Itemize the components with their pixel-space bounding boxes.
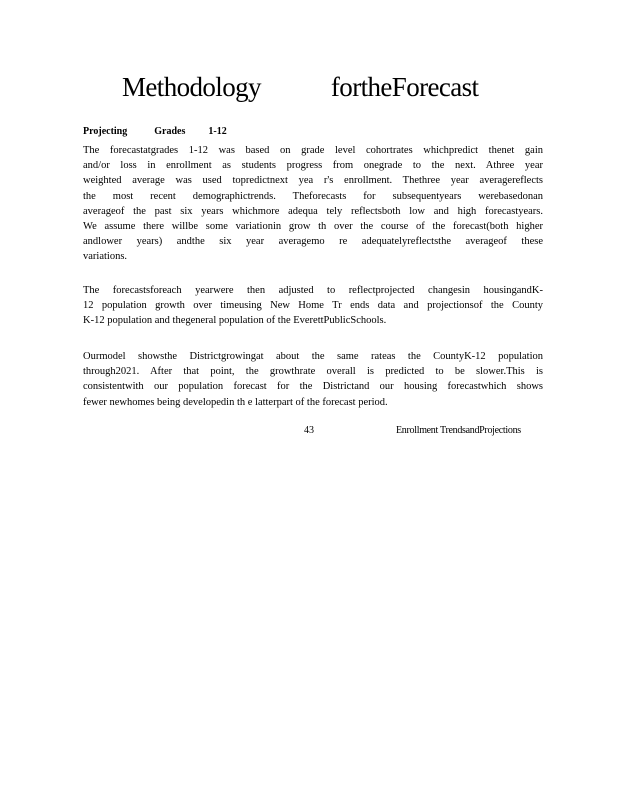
text-line: and/or loss in enrollment as students progress from onegrade to the next. Athree year [83, 160, 543, 172]
text-line: variations. [83, 251, 128, 263]
text-line: averageof the past six years whichmore adequa tely reflectsboth low and high forecastyears. [83, 205, 543, 217]
section-heading-word1: Projecting [83, 126, 128, 137]
text-line: fewer newhomes being developedin th e latterpart of the forecast period. [83, 396, 388, 408]
paragraph-model [83, 349, 543, 410]
page-title-part2: fortheForecast [330, 72, 479, 102]
section-heading [83, 126, 227, 137]
page-number: 43 [304, 425, 314, 436]
text-line: consistentwith our population forecast for the Districtand our housing forecastwhich shows [83, 381, 543, 393]
section-heading-word2: Grades [154, 126, 186, 137]
section-heading-word3: 1-12 [208, 126, 227, 137]
text-line: the most recent demographictrends. Theforecasts for subsequentyears werebasedonan [83, 190, 543, 202]
text-line: 12 population growth over timeusing New Home Tr ends data and projectionsof the County [83, 300, 543, 312]
text-line: The forecastsforeach yearwere then adjusted to reflectprojected changesin housingandK- [83, 285, 543, 296]
text-line: through2021. After that point, the growthrate overall is predicted to be slower.This is [83, 366, 543, 378]
text-line: weighted average was used topredictnext yea r's enrollment. Thethree year averagereflects [83, 175, 543, 187]
paragraph-adjustments [83, 283, 543, 329]
page-title [122, 72, 478, 103]
text-line: We assume there willbe some variationin grow th over the course of the forecast(both higher [83, 221, 543, 233]
text-line: Ourmodel showsthe Districtgrowingat about the same rateas the CountyK-12 population [83, 351, 543, 362]
footer-label: Enrollment TrendsandProjections [396, 425, 521, 436]
text-line: K-12 population and thegeneral population of the EverettPublicSchools. [83, 315, 387, 327]
page-title-part1: Methodology [122, 72, 261, 102]
text-line: The forecastatgrades 1-12 was based on grade level cohortrates whichpredict thenet gain [83, 145, 543, 156]
text-line: andlower years) andthe six year averagemo re adequatelyreflectsthe averageof these [83, 236, 543, 248]
paragraph-methodology [83, 143, 543, 265]
